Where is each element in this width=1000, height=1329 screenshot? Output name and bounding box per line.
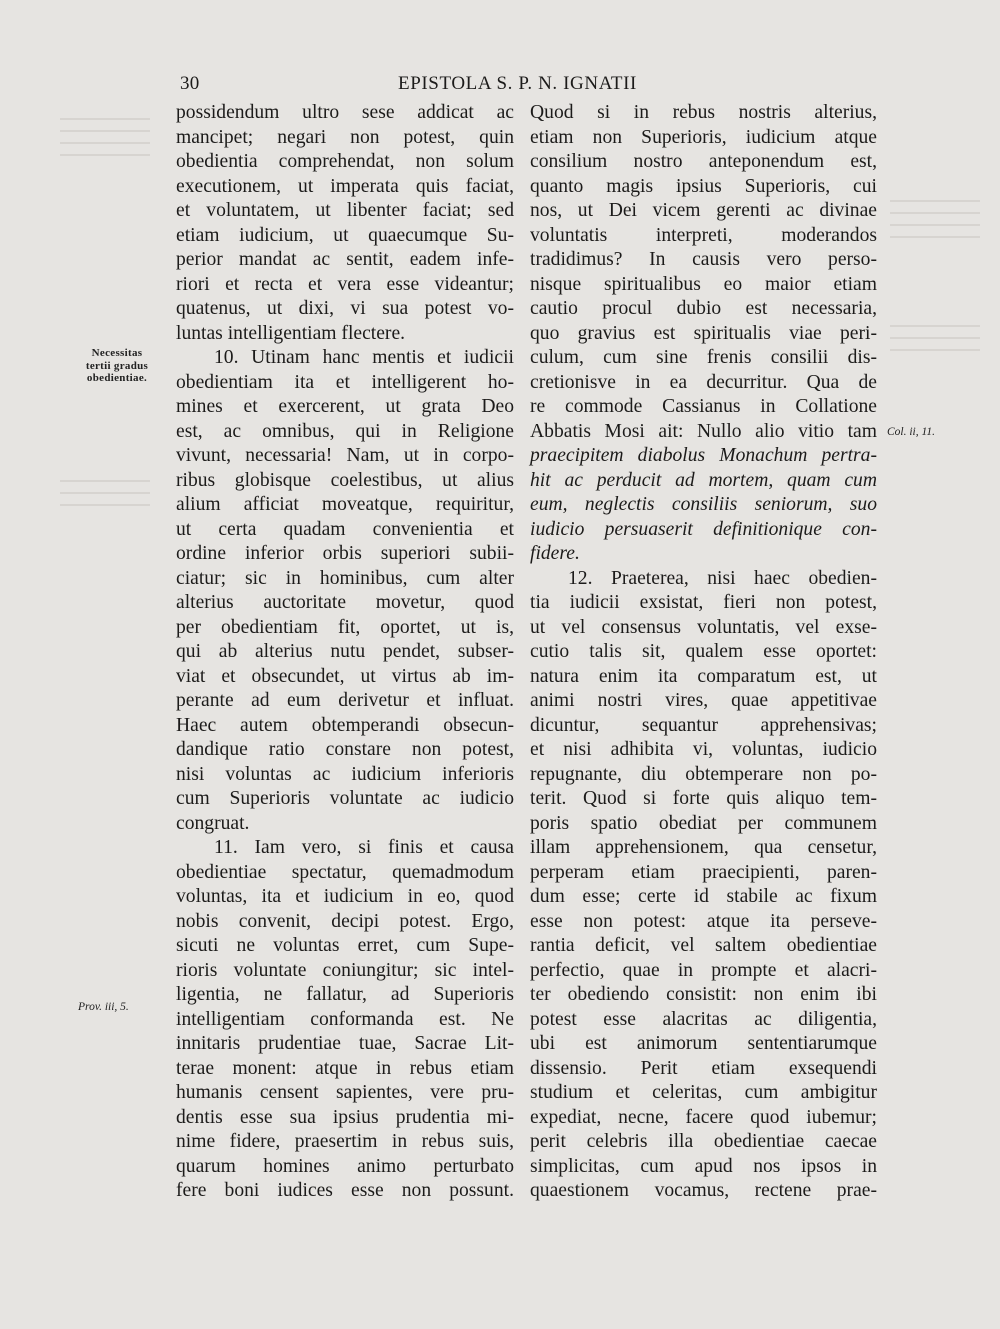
text-line: ubi est animorum sententiarumque bbox=[530, 1033, 877, 1054]
text-line: etiam iudicium, ut quaecumque Su- bbox=[176, 224, 514, 246]
text-line: consilium nostro anteponendum est, bbox=[530, 151, 877, 172]
right-column bbox=[530, 101, 877, 1204]
text-line: per obedientiam fit, oportet, ut is, bbox=[176, 616, 514, 638]
margin-note-line: Necessitas bbox=[91, 347, 143, 359]
text-line: humanis censent sapientes, vere pru- bbox=[176, 1082, 514, 1103]
text-line: sicuti ne voluntas erret, cum Supe- bbox=[176, 935, 514, 956]
text-line: simplicitas, cum apud nos ipsos in bbox=[530, 1155, 877, 1177]
text-line: rioris voluntate coniungitur; sic intel- bbox=[176, 959, 514, 981]
text-line: repugnante, diu obtemperare non po- bbox=[530, 763, 877, 785]
text-line: nime fidere, praesertim in rebus suis, bbox=[176, 1131, 514, 1152]
text-line: obedientiam ita et intelligerent ho- bbox=[176, 371, 514, 393]
text-line: luntas intelligentiam flectere. bbox=[176, 322, 406, 344]
text-line: terae monent: atque in rebus etiam bbox=[176, 1057, 514, 1079]
text-line: dicuntur, sequantur apprehensivas; bbox=[530, 714, 877, 736]
quotation-line: hit ac perducit ad mortem, quam cum bbox=[530, 469, 877, 491]
running-title: EPISTOLA S. P. N. IGNATII bbox=[398, 73, 637, 94]
text-line: cum Superioris voluntate ac iudicio bbox=[176, 788, 514, 809]
text-line: Abbatis Mosi ait: Nullo alio vitio tam bbox=[530, 420, 877, 442]
text-line: potest esse alacritas ac diligentia, bbox=[530, 1008, 877, 1030]
text-line: fere boni iudices esse non possunt. bbox=[176, 1180, 514, 1201]
text-line: tradidimus? In causis vero perso- bbox=[530, 249, 877, 270]
text-line: ordine inferior orbis superiori subii- bbox=[176, 543, 514, 564]
text-line: natura enim ita comparatum est, ut bbox=[530, 665, 877, 687]
text-line: dandique ratio constare non potest, bbox=[176, 739, 514, 760]
text-line: ribus globisque coelestibus, ut alius bbox=[176, 469, 514, 491]
text-line: rantia deficit, vel saltem obedientiae bbox=[530, 935, 877, 956]
text-line: perante ad eum derivetur et influat. bbox=[176, 690, 514, 711]
margin-note-line: tertii gradus bbox=[85, 359, 149, 372]
left-column bbox=[176, 101, 514, 1204]
text-line: ut vel consensus voluntatis, vel exse- bbox=[530, 616, 877, 638]
text-line: nisi voluntas ac iudicium inferioris bbox=[176, 763, 514, 785]
margin-note-line: obedientiae. bbox=[86, 372, 148, 384]
text-line: et voluntatem, ut libenter faciat; sed bbox=[176, 200, 514, 221]
text-line: quo gravius est spiritualis viae peri- bbox=[530, 322, 877, 344]
quotation-line: praecipitem diabolus Monachum pertra- bbox=[530, 445, 877, 466]
paragraph-start-10: 10. Utinam hanc mentis et iudicii bbox=[214, 347, 514, 368]
text-line: possidendum ultro sese addicat ac bbox=[176, 102, 514, 123]
text-line: mancipet; negari non potest, quin bbox=[176, 126, 514, 148]
text-line: dissensio. Perit etiam exsequendi bbox=[530, 1057, 877, 1079]
text-line: perperam etiam praecipienti, paren- bbox=[530, 861, 877, 883]
text-line: cutio talis sit, qualem esse oportet: bbox=[530, 641, 877, 662]
text-line: illam apprehensionem, qua censetur, bbox=[530, 837, 877, 858]
text-line: perior mandat ac sentit, eadem infe- bbox=[176, 249, 514, 270]
text-line: cretionisve in ea decurritur. Qua de bbox=[530, 371, 877, 393]
text-line: intelligentiam conformanda est. Ne bbox=[176, 1008, 514, 1030]
text-line: et nisi adhibita vi, voluntas, iudicio bbox=[530, 739, 877, 760]
text-line: dum esse; certe id stabile ac fixum bbox=[530, 886, 877, 907]
text-line: expediat, necne, facere quod iubemur; bbox=[530, 1106, 877, 1128]
text-line: quanto magis ipsius Superioris, cui bbox=[530, 175, 877, 197]
paragraph-start-12: 12. Praeterea, nisi haec obedien- bbox=[568, 567, 877, 589]
text-line: terit. Quod si forte quis aliquo tem- bbox=[530, 788, 877, 809]
paragraph-start-11: 11. Iam vero, si finis et causa bbox=[214, 837, 514, 858]
quotation-line: fidere. bbox=[530, 543, 580, 564]
page-number: 30 bbox=[180, 73, 200, 94]
quotation-line: iudicio persuaserit definitionique con- bbox=[530, 518, 877, 540]
text-line: nos, ut Dei vicem gerenti ac divinae bbox=[530, 200, 877, 221]
text-line: re commode Cassianus in Collatione bbox=[530, 396, 877, 417]
text-line: ut certa quadam convenientia et bbox=[176, 518, 514, 540]
text-line: quarum homines animo perturbato bbox=[176, 1155, 514, 1177]
text-line: culum, cum sine frenis consilii dis- bbox=[530, 347, 877, 368]
text-line: Quod si in rebus nostris alterius, bbox=[530, 102, 877, 123]
text-line: etiam non Superioris, iudicium atque bbox=[530, 126, 877, 148]
quotation-line: eum, neglectis consiliis seniorum, suo bbox=[530, 494, 877, 515]
text-line: nobis convenit, decipi potest. Ergo, bbox=[176, 910, 514, 932]
text-line: alterius auctoritate movetur, quod bbox=[176, 592, 514, 613]
text-line: est, ac omnibus, qui in Religione bbox=[176, 420, 514, 442]
text-line: vivunt, necessaria! Nam, ut in corpo- bbox=[176, 445, 514, 466]
text-line: voluntas, ita et iudicium in eo, quod bbox=[176, 886, 514, 907]
text-line: alium afficiat moveatque, requiritur, bbox=[176, 494, 514, 515]
text-line: executionem, ut imperata quis faciat, bbox=[176, 175, 514, 197]
text-line: qui ab alterius nutu pendet, subser- bbox=[176, 641, 514, 662]
text-line: dentis esse sua ipsius prudentia mi- bbox=[176, 1106, 514, 1128]
text-line: ciatur; sic in hominibus, cum alter bbox=[176, 567, 514, 589]
text-line: voluntatis interpreti, moderandos bbox=[530, 224, 877, 246]
margin-ref-prov: Prov. iii, 5. bbox=[78, 1001, 129, 1013]
text-line: nisque spiritualibus eo maior etiam bbox=[530, 273, 877, 295]
text-line: obedientia comprehendat, non solum bbox=[176, 151, 514, 172]
text-line: Haec autem obtemperandi obsecun- bbox=[176, 714, 514, 736]
text-line: quaestionem vocamus, rectene prae- bbox=[530, 1180, 877, 1201]
text-line: poris spatio obediat per communem bbox=[530, 812, 877, 834]
text-line: perfectio, quae in prompte et alacri- bbox=[530, 959, 877, 981]
text-line: studium et celeritas, cum ambigitur bbox=[530, 1082, 877, 1103]
text-line: tia iudicii exsistat, fieri non potest, bbox=[530, 592, 877, 613]
text-line: ligentia, ne fallatur, ad Superioris bbox=[176, 984, 514, 1005]
text-line: cautio procul dubio est necessaria, bbox=[530, 298, 877, 319]
text-line: quatenus, ut dixi, vi sua potest vo- bbox=[176, 298, 514, 319]
text-line: viat et obsecundet, ut virtus ab im- bbox=[176, 665, 514, 687]
text-line: riori et recta et vera esse videantur; bbox=[176, 273, 514, 295]
text-line: congruat. bbox=[176, 812, 250, 834]
text-line: obedientiae spectatur, quemadmodum bbox=[176, 861, 514, 883]
text-line: mines et exercerent, ut grata Deo bbox=[176, 396, 514, 417]
margin-note-necessitas bbox=[58, 347, 176, 385]
margin-ref-col: Col. ii, 11. bbox=[887, 426, 936, 438]
text-line: perit celebris illa obedientiae caecae bbox=[530, 1131, 877, 1152]
text-line: ter obediendo consistit: non enim ibi bbox=[530, 984, 877, 1005]
text-line: innitaris prudentiae tuae, Sacrae Lit- bbox=[176, 1033, 514, 1054]
text-line: animi nostri vires, quae appetitivae bbox=[530, 690, 877, 711]
text-line: esse non potest: atque ita perseve- bbox=[530, 910, 877, 932]
